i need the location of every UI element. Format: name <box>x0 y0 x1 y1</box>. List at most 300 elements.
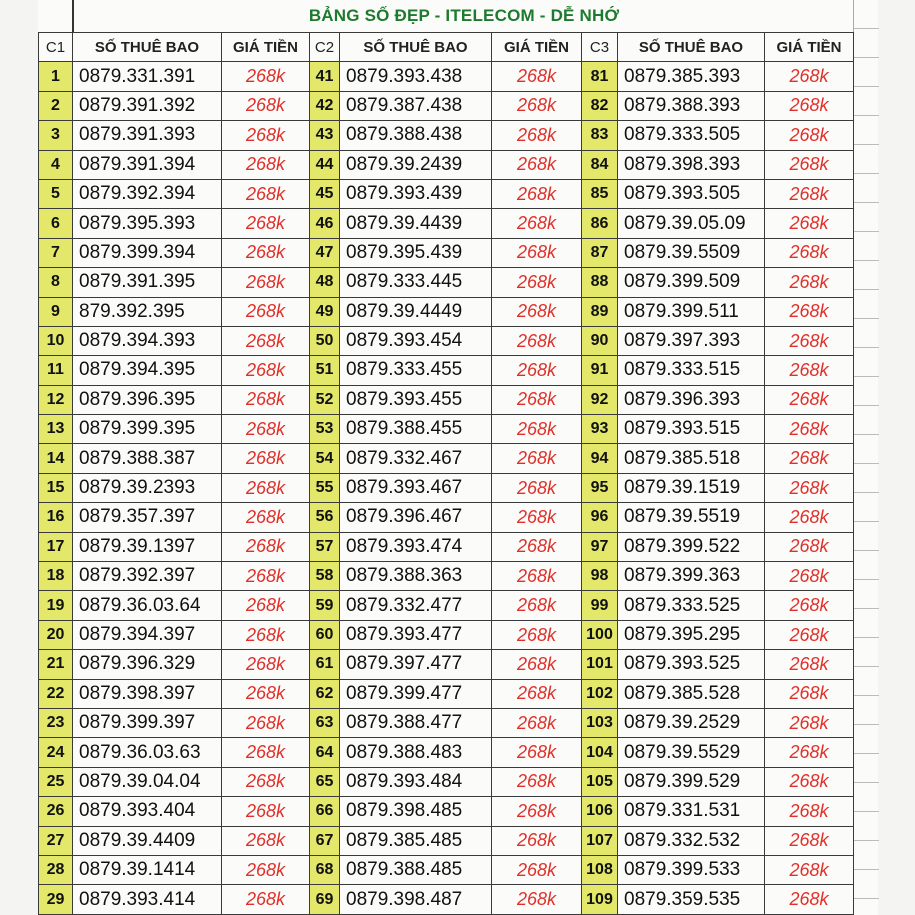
phone-number-cell[interactable]: 0879.392.394 <box>73 179 222 208</box>
price-cell[interactable]: 268k <box>222 503 310 532</box>
price-cell[interactable]: 268k <box>765 797 854 826</box>
column-header-c1: C1 <box>39 33 73 62</box>
phone-number-cell[interactable]: 0879.333.445 <box>340 268 492 297</box>
price-cell[interactable]: 268k <box>222 179 310 208</box>
row-index-cell[interactable]: 6 <box>39 209 73 238</box>
row-index-cell[interactable]: 63 <box>310 708 340 737</box>
row-index-cell[interactable]: 49 <box>310 297 340 326</box>
phone-number-cell[interactable]: 0879.396.395 <box>73 385 222 414</box>
price-cell[interactable]: 268k <box>222 91 310 120</box>
row-index-cell[interactable]: 81 <box>582 62 618 91</box>
table-row <box>39 209 854 238</box>
phone-number-cell[interactable]: 0879.399.395 <box>73 415 222 444</box>
price-cell[interactable]: 268k <box>222 238 310 267</box>
row-index-cell[interactable]: 66 <box>310 797 340 826</box>
phone-number-cell[interactable]: 0879.391.393 <box>73 121 222 150</box>
price-cell[interactable]: 268k <box>765 268 854 297</box>
row-index-cell[interactable]: 5 <box>39 179 73 208</box>
row-index-cell[interactable]: 9 <box>39 297 73 326</box>
table-row <box>39 855 854 884</box>
row-index-cell[interactable]: 103 <box>582 708 618 737</box>
price-cell[interactable]: 268k <box>765 620 854 649</box>
price-cell[interactable]: 268k <box>765 209 854 238</box>
row-index-cell[interactable]: 55 <box>310 473 340 502</box>
price-cell[interactable]: 268k <box>492 708 582 737</box>
phone-number-cell[interactable]: 0879.39.2439 <box>340 150 492 179</box>
table-row <box>39 503 854 532</box>
price-cell[interactable]: 268k <box>765 473 854 502</box>
table-row <box>39 679 854 708</box>
column-header-number: SỐ THUÊ BAO <box>73 33 222 62</box>
row-index-cell[interactable]: 41 <box>310 62 340 91</box>
column-header-c2: C2 <box>310 33 340 62</box>
table-row <box>39 562 854 591</box>
row-index-cell[interactable]: 21 <box>39 650 73 679</box>
phone-number-cell[interactable]: 0879.388.485 <box>340 855 492 884</box>
phone-number-cell[interactable]: 0879.392.397 <box>73 562 222 591</box>
row-index-cell[interactable]: 43 <box>310 121 340 150</box>
column-header-number: SỐ THUÊ BAO <box>618 33 765 62</box>
table-row <box>39 385 854 414</box>
row-index-cell[interactable]: 20 <box>39 620 73 649</box>
phone-number-cell[interactable]: 0879.393.454 <box>340 326 492 355</box>
price-cell[interactable]: 268k <box>765 62 854 91</box>
column-header-number: SỐ THUÊ BAO <box>340 33 492 62</box>
row-index-cell[interactable]: 24 <box>39 738 73 767</box>
phone-number-cell[interactable]: 0879.393.404 <box>73 797 222 826</box>
price-cell[interactable]: 268k <box>765 415 854 444</box>
table-row <box>39 356 854 385</box>
row-index-cell[interactable]: 96 <box>582 503 618 532</box>
table-row <box>39 326 854 355</box>
phone-number-cell[interactable]: 0879.391.394 <box>73 150 222 179</box>
price-cell[interactable]: 268k <box>492 679 582 708</box>
phone-number-cell[interactable]: 0879.39.1519 <box>618 473 765 502</box>
row-index-cell[interactable]: 109 <box>582 885 618 914</box>
row-index-cell[interactable]: 28 <box>39 855 73 884</box>
price-cell[interactable]: 268k <box>222 268 310 297</box>
row-index-cell[interactable]: 94 <box>582 444 618 473</box>
price-cell[interactable]: 268k <box>765 503 854 532</box>
price-cell[interactable]: 268k <box>492 238 582 267</box>
price-cell[interactable]: 268k <box>492 562 582 591</box>
phone-number-cell[interactable]: 0879.393.505 <box>618 179 765 208</box>
price-cell[interactable]: 268k <box>765 91 854 120</box>
phone-number-cell[interactable]: 0879.395.439 <box>340 238 492 267</box>
price-cell[interactable]: 268k <box>765 238 854 267</box>
page-title: BẢNG SỐ ĐẸP - ITELECOM - DỄ NHỚ <box>308 6 620 25</box>
phone-number-cell[interactable]: 0879.333.505 <box>618 121 765 150</box>
phone-number-cell[interactable]: 0879.399.533 <box>618 855 765 884</box>
row-index-cell[interactable]: 10 <box>39 326 73 355</box>
corner-cell <box>38 0 72 34</box>
price-cell[interactable]: 268k <box>492 767 582 796</box>
phone-number-cell[interactable]: 0879.36.03.64 <box>73 591 222 620</box>
price-cell[interactable]: 268k <box>492 297 582 326</box>
row-index-cell[interactable]: 65 <box>310 767 340 796</box>
table-row <box>39 150 854 179</box>
row-index-cell[interactable]: 93 <box>582 415 618 444</box>
price-cell[interactable]: 268k <box>765 444 854 473</box>
row-index-cell[interactable]: 1 <box>39 62 73 91</box>
phone-number-cell[interactable]: 0879.357.397 <box>73 503 222 532</box>
price-cell[interactable]: 268k <box>492 268 582 297</box>
phone-number-cell[interactable]: 0879.393.414 <box>73 885 222 914</box>
row-index-cell[interactable]: 8 <box>39 268 73 297</box>
phone-number-cell[interactable]: 0879.39.4439 <box>340 209 492 238</box>
row-index-cell[interactable]: 84 <box>582 150 618 179</box>
price-cell[interactable]: 268k <box>492 650 582 679</box>
phone-number-cell[interactable]: 0879.398.487 <box>340 885 492 914</box>
phone-number-cell[interactable]: 0879.398.397 <box>73 679 222 708</box>
row-index-cell[interactable]: 105 <box>582 767 618 796</box>
price-cell[interactable]: 268k <box>492 444 582 473</box>
phone-number-cell[interactable]: 0879.399.511 <box>618 297 765 326</box>
price-cell[interactable]: 268k <box>492 91 582 120</box>
price-cell[interactable]: 268k <box>765 738 854 767</box>
row-index-cell[interactable]: 26 <box>39 797 73 826</box>
row-index-cell[interactable]: 85 <box>582 179 618 208</box>
price-cell[interactable]: 268k <box>765 708 854 737</box>
price-cell[interactable]: 268k <box>492 415 582 444</box>
phone-number-cell[interactable]: 0879.39.5519 <box>618 503 765 532</box>
price-cell[interactable]: 268k <box>222 297 310 326</box>
phone-number-cell[interactable]: 0879.39.5529 <box>618 738 765 767</box>
row-index-cell[interactable]: 12 <box>39 385 73 414</box>
table-row <box>39 179 854 208</box>
phone-number-cell[interactable]: 0879.333.525 <box>618 591 765 620</box>
title-cell <box>72 0 854 34</box>
row-index-cell[interactable]: 46 <box>310 209 340 238</box>
row-index-cell[interactable]: 87 <box>582 238 618 267</box>
phone-number-cell[interactable]: 0879.391.392 <box>73 91 222 120</box>
row-index-cell[interactable]: 53 <box>310 415 340 444</box>
row-index-cell[interactable]: 11 <box>39 356 73 385</box>
price-cell[interactable]: 268k <box>492 885 582 914</box>
price-cell[interactable]: 268k <box>222 444 310 473</box>
row-index-cell[interactable]: 104 <box>582 738 618 767</box>
price-cell[interactable]: 268k <box>765 326 854 355</box>
phone-number-cell[interactable]: 0879.394.393 <box>73 326 222 355</box>
table-row <box>39 591 854 620</box>
row-index-cell[interactable]: 7 <box>39 238 73 267</box>
price-cell[interactable]: 268k <box>492 121 582 150</box>
row-index-cell[interactable]: 97 <box>582 532 618 561</box>
price-cell[interactable]: 268k <box>765 150 854 179</box>
phone-number-cell[interactable]: 0879.332.467 <box>340 444 492 473</box>
table-row <box>39 238 854 267</box>
price-cell[interactable]: 268k <box>765 121 854 150</box>
row-index-cell[interactable]: 108 <box>582 855 618 884</box>
price-cell[interactable]: 268k <box>492 179 582 208</box>
price-cell[interactable]: 268k <box>222 826 310 855</box>
phone-number-cell[interactable]: 0879.399.363 <box>618 562 765 591</box>
phone-number-cell[interactable]: 0879.394.395 <box>73 356 222 385</box>
price-cell[interactable]: 268k <box>222 473 310 502</box>
row-index-cell[interactable]: 45 <box>310 179 340 208</box>
row-index-cell[interactable]: 51 <box>310 356 340 385</box>
row-index-cell[interactable]: 44 <box>310 150 340 179</box>
table-row <box>39 121 854 150</box>
phone-number-cell[interactable]: 0879.393.515 <box>618 415 765 444</box>
row-index-cell[interactable]: 89 <box>582 297 618 326</box>
price-cell[interactable]: 268k <box>222 385 310 414</box>
row-index-cell[interactable]: 59 <box>310 591 340 620</box>
phone-number-cell[interactable]: 0879.399.522 <box>618 532 765 561</box>
price-cell[interactable]: 268k <box>222 620 310 649</box>
row-index-cell[interactable]: 13 <box>39 415 73 444</box>
row-index-cell[interactable]: 25 <box>39 767 73 796</box>
row-index-cell[interactable]: 56 <box>310 503 340 532</box>
row-index-cell[interactable]: 4 <box>39 150 73 179</box>
phone-number-cell[interactable]: 0879.388.483 <box>340 738 492 767</box>
phone-number-cell[interactable]: 0879.385.528 <box>618 679 765 708</box>
phone-number-cell[interactable]: 0879.399.509 <box>618 268 765 297</box>
price-cell[interactable]: 268k <box>765 679 854 708</box>
phone-number-table <box>38 32 854 915</box>
price-cell[interactable]: 268k <box>222 679 310 708</box>
row-index-cell[interactable]: 68 <box>310 855 340 884</box>
phone-number-cell[interactable]: 0879.359.535 <box>618 885 765 914</box>
price-cell[interactable]: 268k <box>492 797 582 826</box>
row-index-cell[interactable]: 101 <box>582 650 618 679</box>
phone-number-cell[interactable]: 0879.39.1397 <box>73 532 222 561</box>
price-cell[interactable]: 268k <box>222 591 310 620</box>
price-cell[interactable]: 268k <box>492 385 582 414</box>
price-cell[interactable]: 268k <box>222 326 310 355</box>
table-row <box>39 826 854 855</box>
phone-number-cell[interactable]: 0879.331.391 <box>73 62 222 91</box>
phone-number-cell[interactable]: 0879.396.393 <box>618 385 765 414</box>
row-index-cell[interactable]: 91 <box>582 356 618 385</box>
row-index-cell[interactable]: 62 <box>310 679 340 708</box>
row-index-cell[interactable]: 3 <box>39 121 73 150</box>
table-row <box>39 650 854 679</box>
table-row <box>39 797 854 826</box>
row-index-cell[interactable]: 47 <box>310 238 340 267</box>
price-cell[interactable]: 268k <box>222 209 310 238</box>
phone-number-cell[interactable]: 0879.393.484 <box>340 767 492 796</box>
phone-number-cell[interactable]: 0879.394.397 <box>73 620 222 649</box>
price-cell[interactable]: 268k <box>222 650 310 679</box>
phone-number-cell[interactable]: 0879.398.485 <box>340 797 492 826</box>
price-cell[interactable]: 268k <box>492 356 582 385</box>
price-cell[interactable]: 268k <box>765 855 854 884</box>
phone-number-cell[interactable]: 0879.333.455 <box>340 356 492 385</box>
phone-number-cell[interactable]: 0879.393.474 <box>340 532 492 561</box>
row-index-cell[interactable]: 102 <box>582 679 618 708</box>
row-index-cell[interactable]: 67 <box>310 826 340 855</box>
row-index-cell[interactable]: 61 <box>310 650 340 679</box>
column-header-price: GIÁ TIỀN <box>222 33 310 62</box>
price-cell[interactable]: 268k <box>222 885 310 914</box>
phone-number-cell[interactable]: 0879.385.518 <box>618 444 765 473</box>
price-cell[interactable]: 268k <box>222 562 310 591</box>
row-index-cell[interactable]: 86 <box>582 209 618 238</box>
phone-number-cell[interactable]: 0879.387.438 <box>340 91 492 120</box>
price-cell[interactable]: 268k <box>222 855 310 884</box>
row-index-cell[interactable]: 54 <box>310 444 340 473</box>
row-index-cell[interactable]: 23 <box>39 708 73 737</box>
phone-number-cell[interactable]: 0879.333.515 <box>618 356 765 385</box>
price-cell[interactable]: 268k <box>765 826 854 855</box>
phone-number-cell[interactable]: 879.392.395 <box>73 297 222 326</box>
price-cell[interactable]: 268k <box>492 855 582 884</box>
column-header-c3: C3 <box>582 33 618 62</box>
phone-number-cell[interactable]: 0879.393.439 <box>340 179 492 208</box>
row-index-cell[interactable]: 18 <box>39 562 73 591</box>
phone-number-cell[interactable]: 0879.388.363 <box>340 562 492 591</box>
phone-number-cell[interactable]: 0879.39.4449 <box>340 297 492 326</box>
row-index-cell[interactable]: 58 <box>310 562 340 591</box>
table-row <box>39 62 854 91</box>
phone-number-cell[interactable]: 0879.388.393 <box>618 91 765 120</box>
phone-number-cell[interactable]: 0879.39.2529 <box>618 708 765 737</box>
price-cell[interactable]: 268k <box>222 738 310 767</box>
row-index-cell[interactable]: 52 <box>310 385 340 414</box>
table-row <box>39 532 854 561</box>
phone-number-cell[interactable]: 0879.396.467 <box>340 503 492 532</box>
price-cell[interactable]: 268k <box>492 326 582 355</box>
phone-number-cell[interactable]: 0879.331.531 <box>618 797 765 826</box>
phone-number-cell[interactable]: 0879.399.397 <box>73 708 222 737</box>
price-cell[interactable]: 268k <box>765 532 854 561</box>
price-cell[interactable]: 268k <box>765 591 854 620</box>
phone-number-cell[interactable]: 0879.393.467 <box>340 473 492 502</box>
price-cell[interactable]: 268k <box>222 532 310 561</box>
row-index-cell[interactable]: 48 <box>310 268 340 297</box>
row-index-cell[interactable]: 57 <box>310 532 340 561</box>
price-cell[interactable]: 268k <box>222 121 310 150</box>
row-index-cell[interactable]: 100 <box>582 620 618 649</box>
price-cell[interactable]: 268k <box>222 797 310 826</box>
row-index-cell[interactable]: 107 <box>582 826 618 855</box>
row-index-cell[interactable]: 82 <box>582 91 618 120</box>
phone-number-cell[interactable]: 0879.393.438 <box>340 62 492 91</box>
phone-number-cell[interactable]: 0879.399.529 <box>618 767 765 796</box>
row-index-cell[interactable]: 69 <box>310 885 340 914</box>
price-cell[interactable]: 268k <box>765 385 854 414</box>
column-header-price: GIÁ TIỀN <box>765 33 854 62</box>
phone-number-cell[interactable]: 0879.395.393 <box>73 209 222 238</box>
price-cell[interactable]: 268k <box>765 885 854 914</box>
phone-number-cell[interactable]: 0879.391.395 <box>73 268 222 297</box>
phone-number-cell[interactable]: 0879.388.387 <box>73 444 222 473</box>
table-row <box>39 91 854 120</box>
price-cell[interactable]: 268k <box>492 209 582 238</box>
price-cell[interactable]: 268k <box>222 767 310 796</box>
price-cell[interactable]: 268k <box>765 179 854 208</box>
empty-grid-column <box>853 0 879 915</box>
table-row <box>39 620 854 649</box>
price-cell[interactable]: 268k <box>492 591 582 620</box>
table-row <box>39 444 854 473</box>
phone-number-cell[interactable]: 0879.393.477 <box>340 620 492 649</box>
price-cell[interactable]: 268k <box>492 826 582 855</box>
phone-number-cell[interactable]: 0879.393.455 <box>340 385 492 414</box>
row-index-cell[interactable]: 99 <box>582 591 618 620</box>
phone-number-cell[interactable]: 0879.393.525 <box>618 650 765 679</box>
price-cell[interactable]: 268k <box>222 708 310 737</box>
price-cell[interactable]: 268k <box>222 62 310 91</box>
row-index-cell[interactable]: 22 <box>39 679 73 708</box>
price-cell[interactable]: 268k <box>765 767 854 796</box>
table-row <box>39 473 854 502</box>
price-cell[interactable]: 268k <box>492 150 582 179</box>
row-index-cell[interactable]: 17 <box>39 532 73 561</box>
price-cell[interactable]: 268k <box>492 620 582 649</box>
price-cell[interactable]: 268k <box>222 415 310 444</box>
phone-number-cell[interactable]: 0879.39.4409 <box>73 826 222 855</box>
row-index-cell[interactable]: 90 <box>582 326 618 355</box>
phone-number-cell[interactable]: 0879.39.5509 <box>618 238 765 267</box>
row-index-cell[interactable]: 106 <box>582 797 618 826</box>
row-index-cell[interactable]: 92 <box>582 385 618 414</box>
phone-number-cell[interactable]: 0879.399.477 <box>340 679 492 708</box>
row-index-cell[interactable]: 60 <box>310 620 340 649</box>
table-row <box>39 268 854 297</box>
row-index-cell[interactable]: 88 <box>582 268 618 297</box>
row-index-cell[interactable]: 14 <box>39 444 73 473</box>
price-cell[interactable]: 268k <box>222 356 310 385</box>
phone-number-cell[interactable]: 0879.385.485 <box>340 826 492 855</box>
row-index-cell[interactable]: 16 <box>39 503 73 532</box>
phone-number-cell[interactable]: 0879.39.1414 <box>73 855 222 884</box>
phone-number-cell[interactable]: 0879.388.438 <box>340 121 492 150</box>
phone-number-cell[interactable]: 0879.385.393 <box>618 62 765 91</box>
price-cell[interactable]: 268k <box>492 62 582 91</box>
price-cell[interactable]: 268k <box>765 356 854 385</box>
row-index-cell[interactable]: 29 <box>39 885 73 914</box>
row-index-cell[interactable]: 95 <box>582 473 618 502</box>
row-index-cell[interactable]: 64 <box>310 738 340 767</box>
row-index-cell[interactable]: 83 <box>582 121 618 150</box>
phone-number-cell[interactable]: 0879.396.329 <box>73 650 222 679</box>
row-index-cell[interactable]: 27 <box>39 826 73 855</box>
phone-number-cell[interactable]: 0879.332.532 <box>618 826 765 855</box>
price-cell[interactable]: 268k <box>492 503 582 532</box>
phone-number-cell[interactable]: 0879.39.05.09 <box>618 209 765 238</box>
price-cell[interactable]: 268k <box>492 473 582 502</box>
phone-number-cell[interactable]: 0879.395.295 <box>618 620 765 649</box>
price-cell[interactable]: 268k <box>765 650 854 679</box>
row-index-cell[interactable]: 50 <box>310 326 340 355</box>
price-cell[interactable]: 268k <box>492 532 582 561</box>
phone-number-cell[interactable]: 0879.36.03.63 <box>73 738 222 767</box>
row-index-cell[interactable]: 19 <box>39 591 73 620</box>
row-index-cell[interactable]: 98 <box>582 562 618 591</box>
phone-number-cell[interactable]: 0879.388.455 <box>340 415 492 444</box>
phone-number-cell[interactable]: 0879.397.477 <box>340 650 492 679</box>
price-cell[interactable]: 268k <box>492 738 582 767</box>
phone-number-cell[interactable]: 0879.39.04.04 <box>73 767 222 796</box>
price-cell[interactable]: 268k <box>765 297 854 326</box>
column-header-price: GIÁ TIỀN <box>492 33 582 62</box>
table-row <box>39 738 854 767</box>
row-index-cell[interactable]: 42 <box>310 91 340 120</box>
table-row <box>39 885 854 914</box>
phone-number-cell[interactable]: 0879.399.394 <box>73 238 222 267</box>
row-index-cell[interactable]: 15 <box>39 473 73 502</box>
phone-number-cell[interactable]: 0879.39.2393 <box>73 473 222 502</box>
phone-number-cell[interactable]: 0879.388.477 <box>340 708 492 737</box>
phone-number-cell[interactable]: 0879.398.393 <box>618 150 765 179</box>
price-cell[interactable]: 268k <box>765 562 854 591</box>
row-index-cell[interactable]: 2 <box>39 91 73 120</box>
price-cell[interactable]: 268k <box>222 150 310 179</box>
phone-number-cell[interactable]: 0879.332.477 <box>340 591 492 620</box>
phone-number-cell[interactable]: 0879.397.393 <box>618 326 765 355</box>
